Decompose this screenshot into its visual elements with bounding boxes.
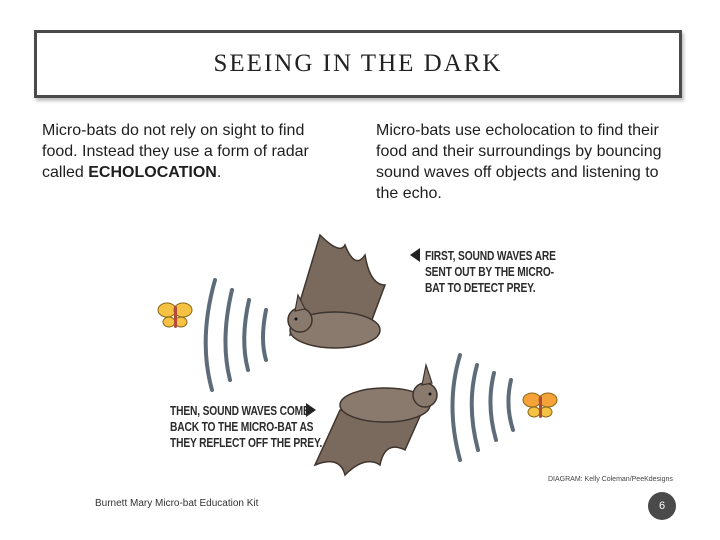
caption-first-line: FIRST, SOUND WAVES ARE bbox=[425, 249, 556, 263]
caption-then-line: BACK TO THE MICRO-BAT AS bbox=[170, 420, 314, 434]
bat-top-icon bbox=[288, 235, 385, 348]
title-box bbox=[34, 30, 682, 98]
outgoing-sound-waves bbox=[206, 280, 266, 390]
caption-first-line: SENT OUT BY THE MICRO- bbox=[425, 265, 554, 279]
footer-source: Burnett Mary Micro-bat Education Kit bbox=[95, 498, 259, 509]
slide-title: SEEING IN THE DARK bbox=[213, 50, 503, 77]
diagram-credit: DIAGRAM: Kelly Coleman/PeeKdesigns bbox=[548, 476, 673, 483]
right-paragraph: Micro-bats use echolocation to find their food and their surroundings by bouncing sound waves off objects and listening to the echo. bbox=[376, 122, 662, 202]
caption-then bbox=[170, 403, 322, 451]
caption-first-line: BAT TO DETECT PREY. bbox=[425, 281, 536, 295]
left-paragraph bbox=[42, 120, 342, 183]
page-number-badge: 6 bbox=[648, 492, 676, 520]
echolocation-term: ECHOLOCATION bbox=[88, 164, 217, 181]
caption-first bbox=[425, 248, 556, 296]
caption-then-line: THEN, SOUND WAVES COME bbox=[170, 404, 310, 418]
returning-sound-waves bbox=[453, 355, 514, 460]
left-text: Micro-bats do not rely on sight to find food. Instead they use a form of radar called bbox=[42, 122, 309, 181]
echolocation-diagram bbox=[140, 215, 700, 515]
bat-bottom-icon bbox=[315, 365, 437, 475]
left-text-end: . bbox=[216, 164, 222, 181]
butterfly-right-icon bbox=[523, 393, 557, 418]
butterfly-icon bbox=[158, 303, 192, 328]
arrow-top-icon bbox=[410, 248, 420, 262]
caption-then-line: THEY REFLECT OFF THE PREY. bbox=[170, 436, 323, 450]
